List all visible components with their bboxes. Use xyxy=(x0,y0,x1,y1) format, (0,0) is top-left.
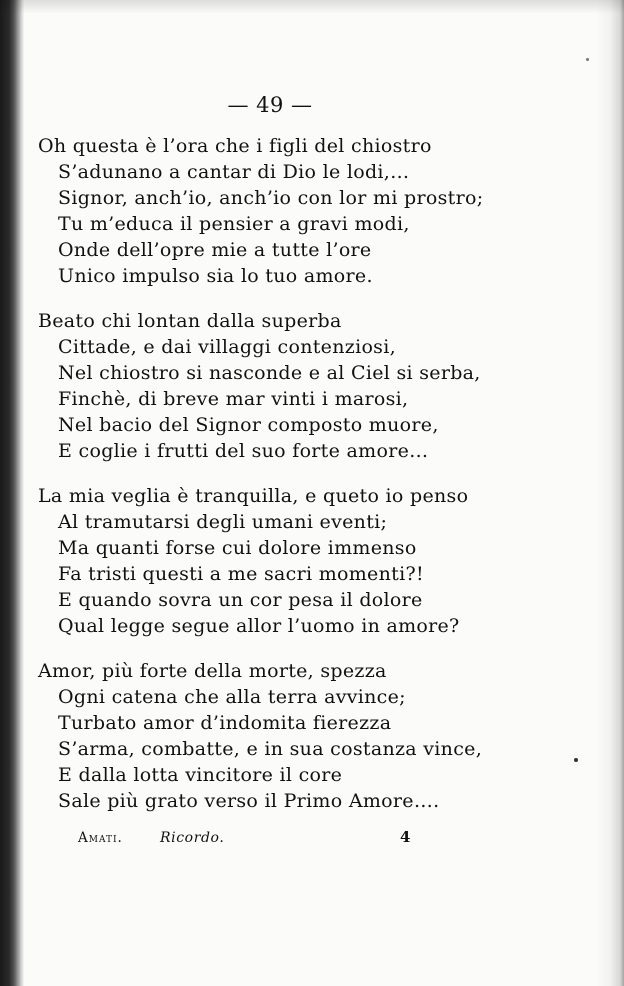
verse-line: Turbato amor d’indomita fierezza xyxy=(58,712,392,734)
verse-line: S’arma, combatte, e in sua costanza vince, xyxy=(58,738,483,760)
verse-line: Signor, anch’io, anch’io con lor mi prostro; xyxy=(58,187,484,209)
page-top-shadow xyxy=(0,0,624,14)
page-number: — 49 — xyxy=(227,93,313,117)
verse-line: Qual legge segue allor l’uomo in amore? xyxy=(58,615,460,637)
page-binding-shadow xyxy=(0,0,24,986)
scan-speck xyxy=(574,758,578,762)
page-edge-shadow xyxy=(596,0,624,986)
footer-title: Ricordo. xyxy=(160,830,225,846)
signature-mark: 4 xyxy=(400,828,411,846)
verse-line: La mia veglia è tranquilla, e queto io penso xyxy=(38,485,469,507)
verse-line: Sale più grato verso il Primo Amore…. xyxy=(58,790,440,812)
verse-line: Amor, più forte della morte, spezza xyxy=(38,660,387,682)
verse-line: Unico impulso sia lo tuo amore. xyxy=(58,265,373,287)
verse-line: Cittade, e dai villaggi contenziosi, xyxy=(58,336,396,358)
verse-line: E coglie i frutti del suo forte amore… xyxy=(58,440,429,462)
footer-author: Amati. xyxy=(78,830,123,846)
verse-line: Tu m’educa il pensier a gravi modi, xyxy=(58,213,410,235)
verse-line: Al tramutarsi degli umani eventi; xyxy=(58,511,388,533)
verse-line: S’adunano a cantar di Dio le lodi,… xyxy=(58,161,410,183)
verse-line: E quando sovra un cor pesa il dolore xyxy=(58,589,423,611)
verse-line: Oh questa è l’ora che i figli del chiostro xyxy=(38,135,432,157)
verse-line: E dalla lotta vincitore il core xyxy=(58,764,343,786)
verse-line: Finchè, di breve mar vinti i marosi, xyxy=(58,388,409,410)
verse-line: Fa tristi questi a me sacri momenti?! xyxy=(58,563,424,585)
verse-line: Beato chi lontan dalla superba xyxy=(38,310,342,332)
verse-line: Onde dell’opre mie a tutte l’ore xyxy=(58,239,372,261)
verse-line: Nel chiostro si nasconde e al Ciel si serba, xyxy=(58,362,481,384)
verse-line: Nel bacio del Signor composto muore, xyxy=(58,414,439,436)
verse-line: Ma quanti forse cui dolore immenso xyxy=(58,537,417,559)
scan-speck xyxy=(586,58,589,61)
verse-line: Ogni catena che alla terra avvince; xyxy=(58,686,406,708)
